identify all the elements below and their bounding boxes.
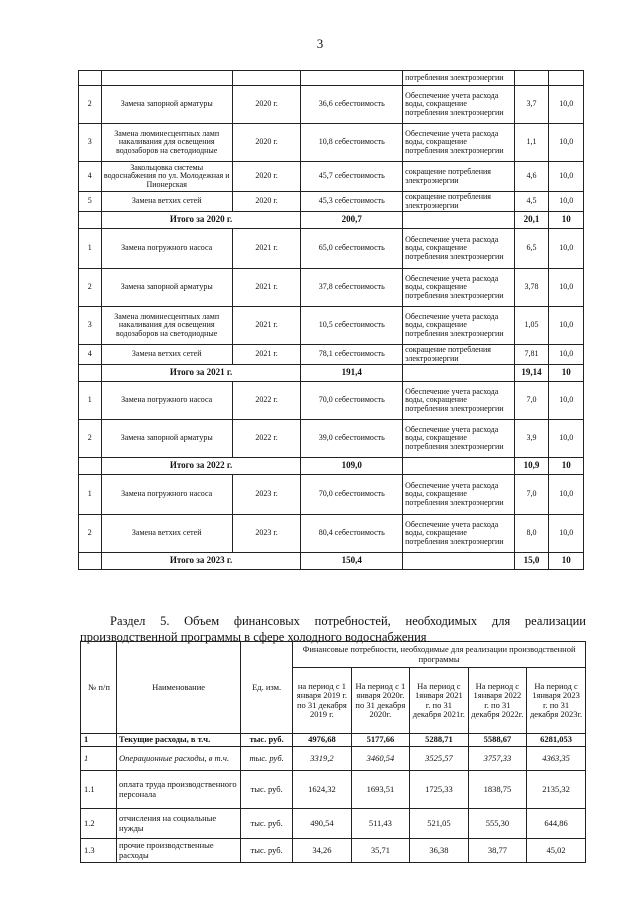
row-value: 1838,75 xyxy=(468,771,527,809)
row-unit: тыс. руб. xyxy=(241,747,293,771)
table-row xyxy=(81,771,586,809)
measure-value-2: 10,0 xyxy=(549,420,584,458)
total-cost: 150,4 xyxy=(301,553,403,570)
table-row xyxy=(81,809,586,839)
measure-value: 1,05 xyxy=(514,307,549,345)
header-period: На период с 1 января 2020г. по 31 декабря 2020г. xyxy=(351,668,409,734)
row-value: 2135,32 xyxy=(527,771,586,809)
measure-cost: 45,7 себестоимость xyxy=(301,162,403,192)
total-row xyxy=(79,212,584,229)
measure-row xyxy=(79,124,584,162)
row-value: 511,43 xyxy=(351,809,409,839)
measure-row xyxy=(79,86,584,124)
measure-value-2: 10,0 xyxy=(549,307,584,345)
measure-cost: 65,0 себестоимость xyxy=(301,229,403,269)
total-cost: 191,4 xyxy=(301,365,403,382)
measure-value: 4,6 xyxy=(514,162,549,192)
row-no: 1 xyxy=(79,229,102,269)
measure-effect: Обеспечение учета расхода воды, сокращение потребления электроэнергии xyxy=(403,307,515,345)
row-no xyxy=(79,365,102,382)
measure-name: Замена люминесцентных ламп накаливания для освещения водозаборов на светодиодные xyxy=(101,307,232,345)
measure-name: Замена люминесцентных ламп накаливания для освещения водозаборов на светодиодные xyxy=(101,124,232,162)
measure-name: Замена запорной арматуры xyxy=(101,269,232,307)
total-row xyxy=(79,365,584,382)
row-value: 4363,35 xyxy=(527,747,586,771)
section-5-title-line2: производственной программы в сфере холодного водоснабжения xyxy=(80,630,427,644)
measure-cost: 78,1 себестоимость xyxy=(301,345,403,365)
measure-year: 2023 г. xyxy=(232,475,301,515)
row-name: прочие производственные расходы xyxy=(117,839,241,863)
row-value: 644,86 xyxy=(527,809,586,839)
measure-effect: Обеспечение учета расхода воды, сокращение потребления электроэнергии xyxy=(403,475,515,515)
measure-year: 2020 г. xyxy=(232,124,301,162)
row-name: отчисления на социальные нужды xyxy=(117,809,241,839)
measure-cost xyxy=(301,71,403,86)
table-row xyxy=(81,747,586,771)
row-no: 1 xyxy=(81,747,117,771)
measure-value-2: 10,0 xyxy=(549,269,584,307)
measure-value: 4,5 xyxy=(514,192,549,212)
measure-row xyxy=(79,229,584,269)
measure-year: 2021 г. xyxy=(232,345,301,365)
measure-value-2: 10,0 xyxy=(549,475,584,515)
row-value: 5177,66 xyxy=(351,734,409,747)
measure-name: Замена погружного насоса xyxy=(101,229,232,269)
row-no: 5 xyxy=(79,192,102,212)
row-no: 2 xyxy=(79,269,102,307)
measure-effect: потребления электроэнергии xyxy=(403,71,515,86)
total-value-2: 10 xyxy=(549,365,584,382)
total-value: 10,9 xyxy=(514,458,549,475)
measure-name: Замена погружного насоса xyxy=(101,475,232,515)
measure-name xyxy=(101,71,232,86)
measure-value: 3,9 xyxy=(514,420,549,458)
header-unit: Ед. изм. xyxy=(241,642,293,734)
measure-value-2: 10,0 xyxy=(549,162,584,192)
total-row xyxy=(79,553,584,570)
total-value-2: 10 xyxy=(549,458,584,475)
measure-cost: 70,0 себестоимость xyxy=(301,475,403,515)
measure-effect: сокращение потребления электроэнергии xyxy=(403,345,515,365)
measure-effect: Обеспечение учета расхода воды, сокращение потребления электроэнергии xyxy=(403,382,515,420)
measure-value: 7,0 xyxy=(514,475,549,515)
row-value: 38,77 xyxy=(468,839,527,863)
measure-row xyxy=(79,192,584,212)
row-unit: тыс. руб. xyxy=(241,809,293,839)
measure-year: 2021 г. xyxy=(232,269,301,307)
row-value: 1624,32 xyxy=(293,771,351,809)
row-no xyxy=(79,71,102,86)
header-period: На период с 1января 2023 г. по 31 декабря 2023г. xyxy=(527,668,586,734)
row-no: 1.3 xyxy=(81,839,117,863)
measure-row xyxy=(79,475,584,515)
measure-value-2: 10,0 xyxy=(549,124,584,162)
row-value: 35,71 xyxy=(351,839,409,863)
measure-value-2 xyxy=(549,71,584,86)
measure-cost: 80,4 себестоимость xyxy=(301,515,403,553)
row-value: 4976,68 xyxy=(293,734,351,747)
table-row xyxy=(81,734,586,747)
row-value: 45,02 xyxy=(527,839,586,863)
row-value: 3319,2 xyxy=(293,747,351,771)
total-label: Итого за 2021 г. xyxy=(101,365,301,382)
row-no: 4 xyxy=(79,162,102,192)
row-no: 1 xyxy=(81,734,117,747)
row-name: оплата труда производственного персонала xyxy=(117,771,241,809)
total-label: Итого за 2022 г. xyxy=(101,458,301,475)
row-no xyxy=(79,553,102,570)
total-row xyxy=(79,458,584,475)
total-cost: 200,7 xyxy=(301,212,403,229)
row-value: 5288,71 xyxy=(410,734,469,747)
measure-effect: Обеспечение учета расхода воды, сокращение потребления электроэнергии xyxy=(403,269,515,307)
measure-effect: Обеспечение учета расхода воды, сокращение потребления электроэнергии xyxy=(403,420,515,458)
measure-cost: 10,5 себестоимость xyxy=(301,307,403,345)
measure-year: 2022 г. xyxy=(232,420,301,458)
row-value: 521,05 xyxy=(410,809,469,839)
total-value-2: 10 xyxy=(549,553,584,570)
row-effect xyxy=(403,458,515,475)
row-no: 3 xyxy=(79,124,102,162)
measure-effect: Обеспечение учета расхода воды, сокращение потребления электроэнергии xyxy=(403,86,515,124)
row-value: 1725,33 xyxy=(410,771,469,809)
measure-value: 8,0 xyxy=(514,515,549,553)
table-row xyxy=(81,839,586,863)
measure-value: 3,78 xyxy=(514,269,549,307)
measure-cost: 10,8 себестоимость xyxy=(301,124,403,162)
row-no: 2 xyxy=(79,86,102,124)
measure-year xyxy=(232,71,301,86)
row-no: 1 xyxy=(79,475,102,515)
row-value: 6281,053 xyxy=(527,734,586,747)
measure-name: Замена запорной арматуры xyxy=(101,420,232,458)
row-no: 1.1 xyxy=(81,771,117,809)
measure-year: 2020 г. xyxy=(232,192,301,212)
measure-cost: 45,3 себестоимость xyxy=(301,192,403,212)
row-no: 3 xyxy=(79,307,102,345)
measure-effect: сокращение потребления электроэнергии xyxy=(403,162,515,192)
row-value: 36,38 xyxy=(410,839,469,863)
measure-year: 2021 г. xyxy=(232,229,301,269)
header-period: На период с 1января 2022 г. по 31 декабря 2022г. xyxy=(468,668,527,734)
measure-row xyxy=(79,162,584,192)
measure-row xyxy=(79,71,584,86)
measure-year: 2021 г. xyxy=(232,307,301,345)
row-value: 3525,57 xyxy=(410,747,469,771)
measure-row xyxy=(79,345,584,365)
row-no: 1 xyxy=(79,382,102,420)
measure-year: 2020 г. xyxy=(232,86,301,124)
measure-cost: 39,0 себестоимость xyxy=(301,420,403,458)
measure-value: 6,5 xyxy=(514,229,549,269)
row-unit: тыс. руб. xyxy=(241,839,293,863)
measure-name: Замена погружного насоса xyxy=(101,382,232,420)
row-value: 5588,67 xyxy=(468,734,527,747)
row-no xyxy=(79,458,102,475)
total-cost: 109,0 xyxy=(301,458,403,475)
measure-effect: Обеспечение учета расхода воды, сокращение потребления электроэнергии xyxy=(403,124,515,162)
measure-year: 2020 г. xyxy=(232,162,301,192)
total-value: 19,14 xyxy=(514,365,549,382)
measure-value-2: 10,0 xyxy=(549,382,584,420)
measure-value-2: 10,0 xyxy=(549,229,584,269)
row-no: 4 xyxy=(79,345,102,365)
measure-row xyxy=(79,382,584,420)
row-effect xyxy=(403,365,515,382)
measure-cost: 70,0 себестоимость xyxy=(301,382,403,420)
measure-row xyxy=(79,515,584,553)
measure-value-2: 10,0 xyxy=(549,345,584,365)
row-effect xyxy=(403,553,515,570)
row-effect xyxy=(403,212,515,229)
row-value: 3460,54 xyxy=(351,747,409,771)
row-no: 1.2 xyxy=(81,809,117,839)
header-group: Финансовые потребности, необходимые для реализации производственной программы xyxy=(293,642,586,668)
measure-year: 2022 г. xyxy=(232,382,301,420)
measure-value-2: 10,0 xyxy=(549,192,584,212)
row-value: 555,30 xyxy=(468,809,527,839)
measure-value: 1,1 xyxy=(514,124,549,162)
measure-cost: 37,8 себестоимость xyxy=(301,269,403,307)
measure-name: Замена ветхих сетей xyxy=(101,345,232,365)
row-value: 3757,33 xyxy=(468,747,527,771)
measure-year: 2023 г. xyxy=(232,515,301,553)
row-value: 490,54 xyxy=(293,809,351,839)
header-period: на период с 1 января 2019 г. по 31 декабря 2019 г. xyxy=(293,668,351,734)
measure-effect: Обеспечение учета расхода воды, сокращение потребления электроэнергии xyxy=(403,229,515,269)
measure-value xyxy=(514,71,549,86)
measure-row xyxy=(79,269,584,307)
row-no: 2 xyxy=(79,515,102,553)
page-number: 3 xyxy=(316,36,324,51)
measures-table xyxy=(78,70,584,570)
row-name: Операционные расходы, в т.ч. xyxy=(117,747,241,771)
total-value-2: 10 xyxy=(549,212,584,229)
row-value: 34,26 xyxy=(293,839,351,863)
header-no: № п/п xyxy=(81,642,117,734)
measure-value-2: 10,0 xyxy=(549,515,584,553)
row-no xyxy=(79,212,102,229)
header-period: На период с 1января 2021 г. по 31 декабря 2021г. xyxy=(410,668,469,734)
measure-name: Закольцовка системы водоснабжения по ул. Молодежная и Пионерская xyxy=(101,162,232,192)
measure-row xyxy=(79,420,584,458)
row-name: Текущие расходы, в т.ч. xyxy=(117,734,241,747)
measure-cost: 36,6 себестоимость xyxy=(301,86,403,124)
measure-effect: сокращение потребления электроэнергии xyxy=(403,192,515,212)
row-no: 2 xyxy=(79,420,102,458)
measure-value-2: 10,0 xyxy=(549,86,584,124)
header-name: Наименование xyxy=(117,642,241,734)
measure-name: Замена ветхих сетей xyxy=(101,192,232,212)
total-value: 20,1 xyxy=(514,212,549,229)
measure-value: 3,7 xyxy=(514,86,549,124)
section-5-title-line1: Раздел 5. Объем финансовых потребностей, необходимых для реализации xyxy=(110,614,586,628)
measure-name: Замена запорной арматуры xyxy=(101,86,232,124)
measure-name: Замена ветхих сетей xyxy=(101,515,232,553)
financial-needs-table xyxy=(80,641,586,863)
row-value: 1693,51 xyxy=(351,771,409,809)
measure-effect: Обеспечение учета расхода воды, сокращение потребления электроэнергии xyxy=(403,515,515,553)
measure-row xyxy=(79,307,584,345)
measure-value: 7,81 xyxy=(514,345,549,365)
row-unit: тыс. руб. xyxy=(241,771,293,809)
total-value: 15,0 xyxy=(514,553,549,570)
total-label: Итого за 2023 г. xyxy=(101,553,301,570)
measure-value: 7,0 xyxy=(514,382,549,420)
row-unit: тыс. руб. xyxy=(241,734,293,747)
total-label: Итого за 2020 г. xyxy=(101,212,301,229)
